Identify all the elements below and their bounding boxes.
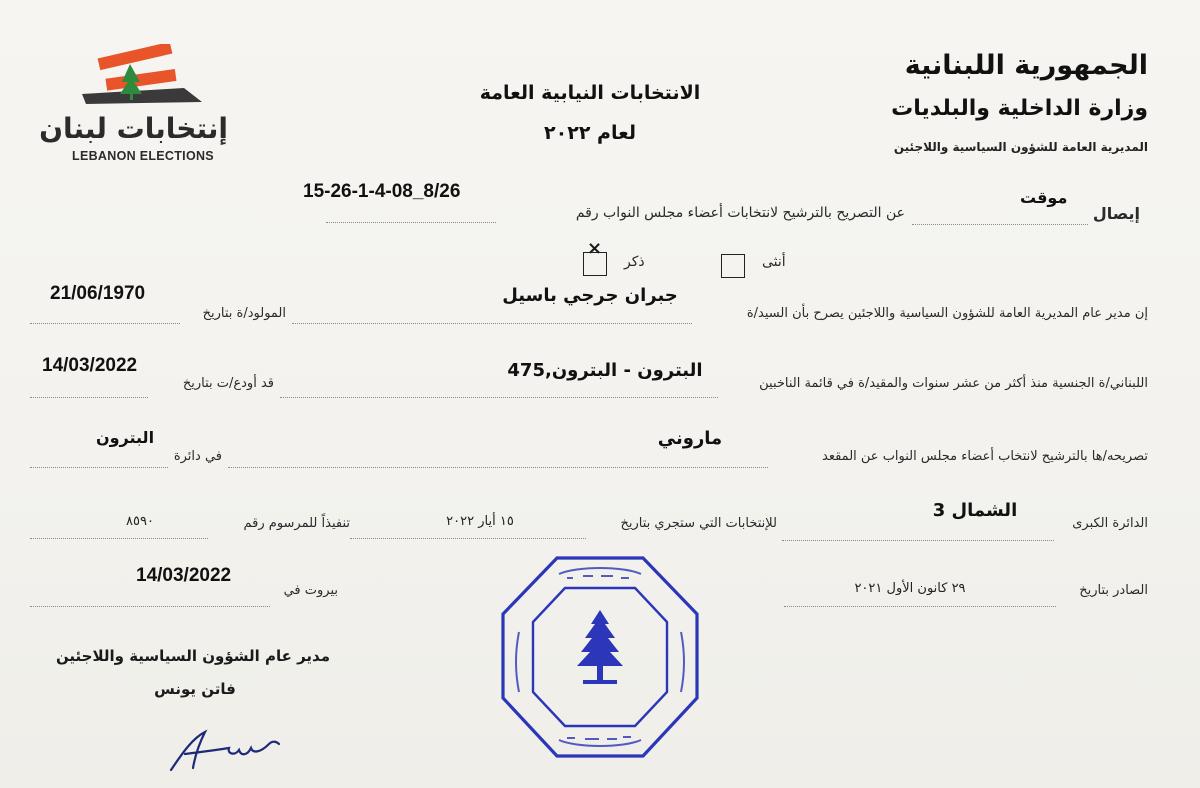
declaration-number: 15-26-1-4-08_8/26 xyxy=(303,181,461,202)
male-check-mark: × xyxy=(587,238,603,259)
voter-registry: البترون - البترون,475 xyxy=(507,360,703,381)
signatory-title: مدير عام الشؤون السياسية واللاجئين xyxy=(55,647,330,665)
intro-label: إن مدير عام المديرية العامة للشؤون السياسية واللاجئين يصرح بأن السيد/ة xyxy=(746,306,1148,321)
major-district-value: الشمال 3 xyxy=(932,500,1018,521)
decree-value: ٨٥٩٠ xyxy=(126,514,154,529)
directorate-heading: المديرية العامة للشؤون السياسية واللاجئين xyxy=(893,140,1148,154)
decree-label: تنفيذاً للمرسوم رقم xyxy=(243,516,350,531)
official-stamp-icon xyxy=(497,552,703,762)
declaration-label: عن التصريح بالترشيح لانتخابات أعضاء مجلس النواب رقم xyxy=(575,205,905,221)
male-label: ذكر xyxy=(624,254,645,270)
deposit-date: 14/03/2022 xyxy=(42,355,138,376)
signatory-name: فاتن يونس xyxy=(154,680,236,698)
birth-date: 21/06/1970 xyxy=(50,283,146,304)
receipt-status: موقت xyxy=(1020,188,1068,207)
deposited-label: قد أودع/ت بتاريخ xyxy=(182,376,274,391)
female-checkbox xyxy=(721,254,745,278)
female-label: أنثى xyxy=(762,254,786,270)
receipt-label: إيصال xyxy=(1092,204,1140,223)
ministry-heading: وزارة الداخلية والبلديات xyxy=(891,96,1148,121)
seat-label: تصريحه/ها بالترشيح لانتخاب أعضاء مجلس النواب عن المقعد xyxy=(822,449,1148,464)
major-district-label: الدائرة الكبرى xyxy=(1072,516,1148,531)
lebanon-elections-logo-icon xyxy=(80,44,205,112)
election-date-label: للإنتخابات التي ستجري بتاريخ xyxy=(620,516,777,531)
beirut-date: 14/03/2022 xyxy=(136,565,232,586)
district-value: البترون xyxy=(95,428,155,447)
district-label: في دائرة xyxy=(173,449,222,464)
logo-arabic-text: إنتخابات لبنان xyxy=(39,112,228,145)
beirut-label: بيروت في xyxy=(283,583,338,598)
issued-label: الصادر بتاريخ xyxy=(1079,583,1148,598)
document-title: الانتخابات النيابية العامة xyxy=(479,82,701,104)
issued-value: ٢٩ كانون الأول ٢٠٢١ xyxy=(854,581,966,596)
nationality-label: اللبناني/ة الجنسية منذ أكثر من عشر سنوات والمقيد/ة في قائمة الناخبين xyxy=(759,376,1148,391)
candidate-name: جبران جرجي باسيل xyxy=(502,285,678,306)
republic-heading: الجمهورية اللبنانية xyxy=(904,50,1148,81)
election-date-value: ١٥ أيار ٢٠٢٢ xyxy=(446,514,514,529)
seat-value: ماروني xyxy=(657,428,723,449)
birth-label: المولود/ة بتاريخ xyxy=(202,306,286,321)
document-year: لعام ٢٠٢٢ xyxy=(544,122,636,144)
logo-english-text: LEBANON ELECTIONS xyxy=(72,149,214,163)
handwritten-signature-icon xyxy=(165,722,285,777)
